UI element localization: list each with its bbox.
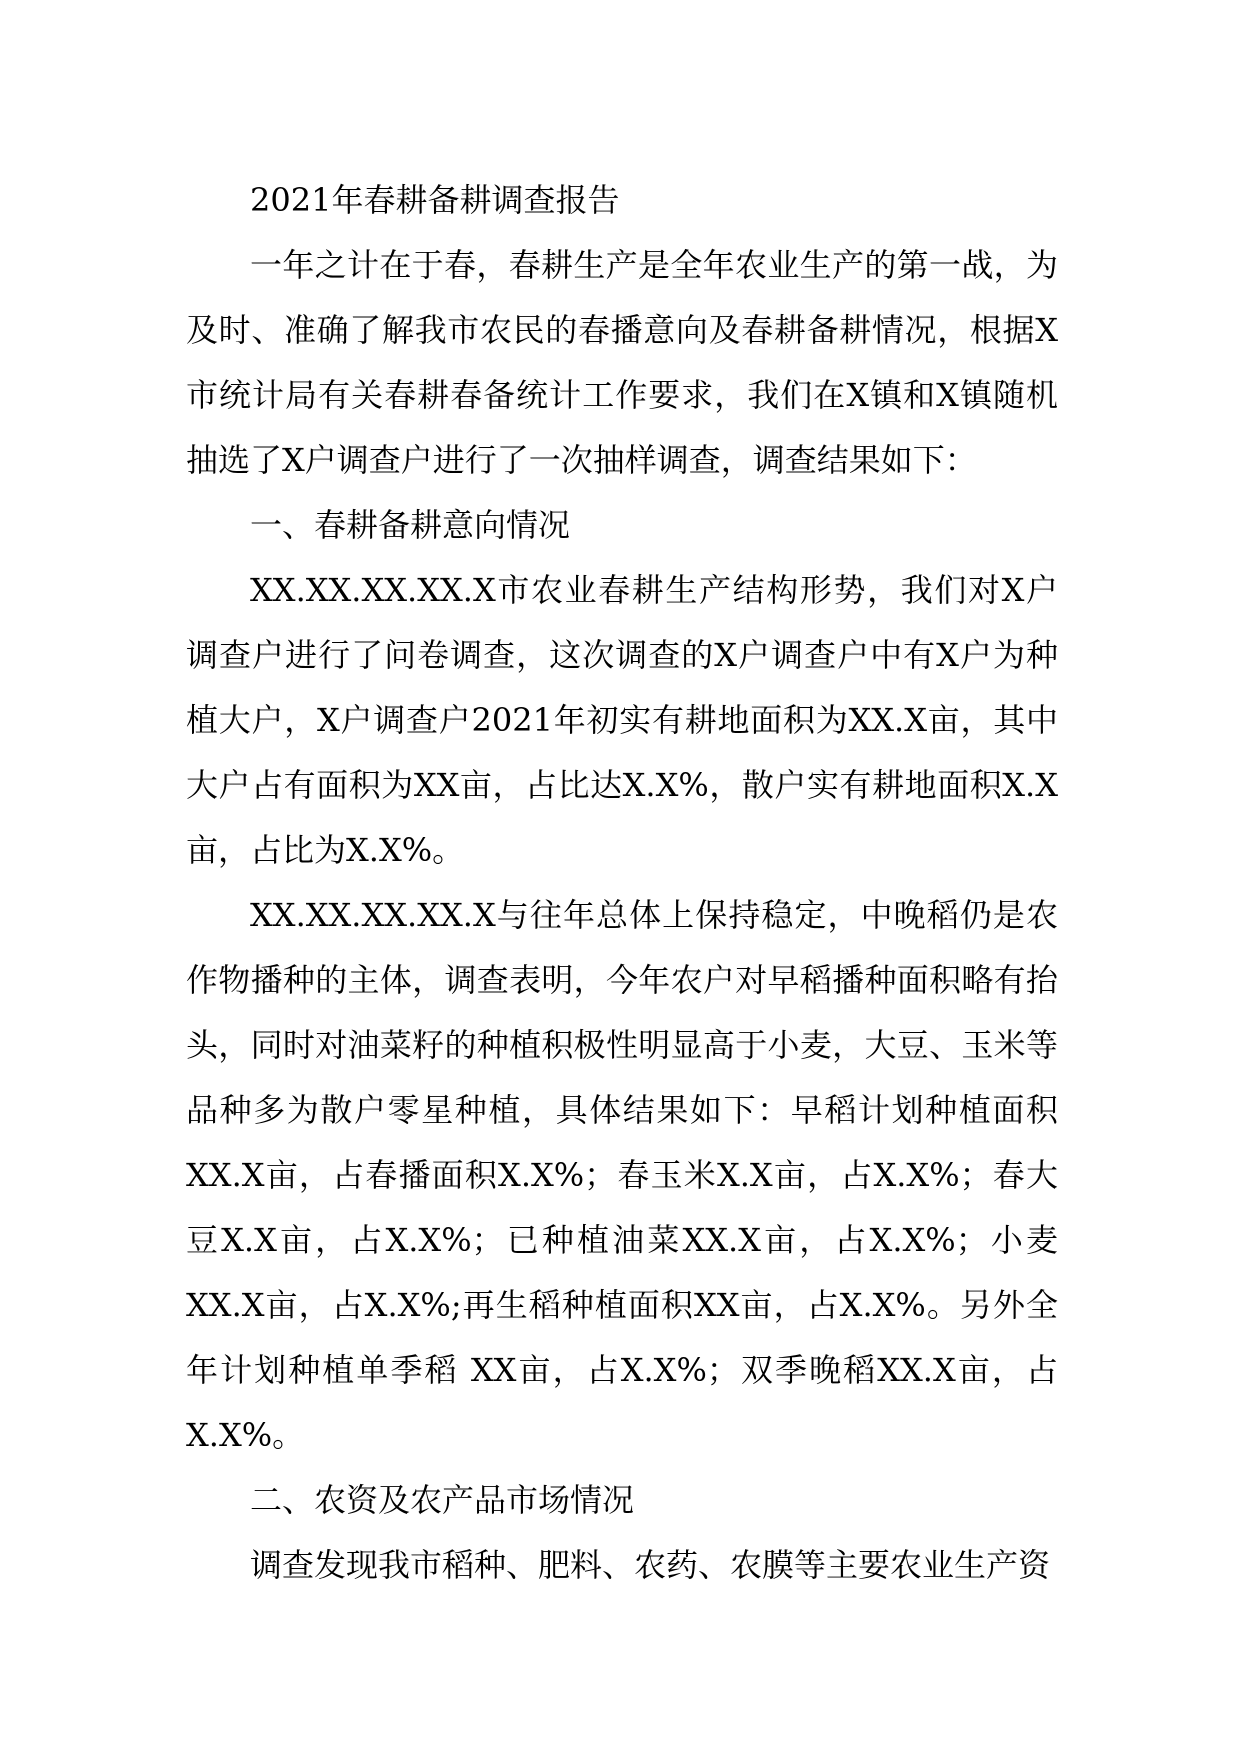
paragraph-market: 调查发现我市稻种、肥料、农药、农膜等主要农业生产资 (250, 1546, 1051, 1584)
paragraph-intro: 一年之计在于春，春耕生产是全年农业生产的第一战，为及时、准确了解我市农民的春播意向及春耕备耕情况，根据X市统计局有关春耕春备统计工作要求，我们在X镇和X镇随机抽选了X户调查户进行了一次抽样调查，调查结果如下： (186, 246, 1058, 479)
section-heading-1: 一、春耕备耕意向情况 (250, 506, 571, 544)
document-title: 2021年春耕备耕调查报告 (250, 181, 620, 219)
document-body (186, 168, 1058, 1598)
paragraph-planting: XX.XX.XX.XX.X与往年总体上保持稳定，中晚稻仍是农作物播种的主体，调查表明，今年农户对早稻播种面积略有抬头，同时对油菜籽的种植积极性明显高于小麦，大豆、玉米等品种多为散户零星种植，具体结果如下：早稻计划种植面积XX.X亩，占春播面积X.X%；春玉米X.X亩，占X.X%；春大豆X.X亩，占X.X%；已种植油菜XX.X亩，占X.X%；小麦XX.X亩，占X.X%;再生稻种植面积XX亩，占X.X%。另外全年计划种植单季稻 XX亩，占X.X%；双季晚稻XX.X亩，占X.X%。 (186, 896, 1058, 1454)
paragraph-structure: XX.XX.XX.XX.X市农业春耕生产结构形势，我们对X户调查户进行了问卷调查，这次调查的X户调查户中有X户为种植大户，X户调查户2021年初实有耕地面积为XX.X亩，其中大户占有面积为XX亩，占比达X.X%，散户实有耕地面积X.X亩，占比为X.X%。 (186, 571, 1058, 869)
section-heading-2: 二、农资及农产品市场情况 (250, 1481, 635, 1519)
